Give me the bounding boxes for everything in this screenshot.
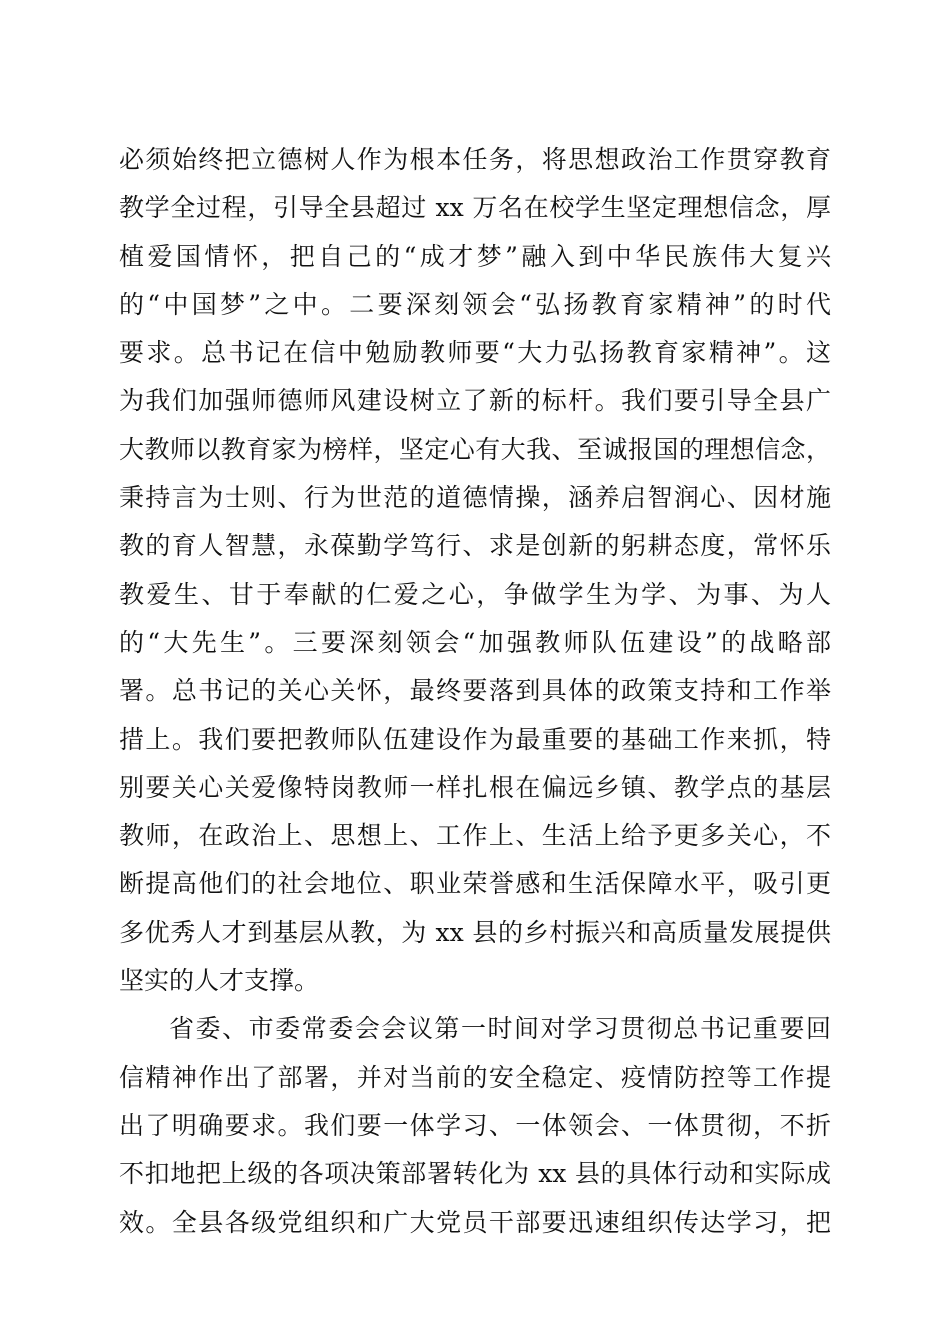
text-line: 教学全过程，引导全县超过 xx 万名在校学生坚定理想信念，厚 <box>119 193 831 223</box>
text-line: 教的育人智慧，永葆勤学笃行、求是创新的躬耕态度，常怀乐 <box>119 531 831 561</box>
text-line: 署。总书记的关心关怀，最终要落到具体的政策支持和工作举 <box>119 676 831 706</box>
text-line: 别要关心关爱像特岗教师一样扎根在偏远乡镇、教学点的基层 <box>119 772 831 802</box>
text-line: 不扣地把上级的各项决策部署转化为 xx 县的具体行动和实际成 <box>119 1159 831 1189</box>
text-line: 出了明确要求。我们要一体学习、一体领会、一体贯彻，不折 <box>119 1110 831 1140</box>
text-line: 信精神作出了部署，并对当前的安全稳定、疫情防控等工作提 <box>119 1062 831 1092</box>
paragraph-1 <box>119 136 831 1005</box>
text-line: 要求。总书记在信中勉励教师要“大力弘扬教育家精神”。这 <box>119 338 831 368</box>
text-line: 的“大先生”。三要深刻领会“加强教师队伍建设”的战略部 <box>119 627 831 657</box>
text-line: 大教师以教育家为榜样，坚定心有大我、至诚报国的理想信念， <box>119 434 831 464</box>
text-line: 措上。我们要把教师队伍建设作为最重要的基础工作来抓，特 <box>119 724 831 754</box>
text-line: 秉持言为士则、行为世范的道德情操，涵养启智润心、因材施 <box>119 483 831 513</box>
text-line: 教师，在政治上、思想上、工作上、生活上给予更多关心，不 <box>119 821 831 851</box>
paragraph-2 <box>119 1005 831 1246</box>
text-line: 断提高他们的社会地位、职业荣誉感和生活保障水平，吸引更 <box>119 869 831 899</box>
text-line: 省委、市委常委会会议第一时间对学习贯彻总书记重要回 <box>169 1014 831 1044</box>
text-line: 坚实的人才支撑。 <box>119 966 320 996</box>
text-line: 的“中国梦”之中。二要深刻领会“弘扬教育家精神”的时代 <box>119 289 831 319</box>
text-line: 必须始终把立德树人作为根本任务，将思想政治工作贯穿教育 <box>119 145 831 174</box>
text-line: 效。全县各级党组织和广大党员干部要迅速组织传达学习，把 <box>119 1207 831 1237</box>
text-line: 为我们加强师德师风建设树立了新的标杆。我们要引导全县广 <box>119 386 831 416</box>
text-line: 植爱国情怀，把自己的“成才梦”融入到中华民族伟大复兴 <box>119 241 831 271</box>
text-line: 教爱生、甘于奉献的仁爱之心，争做学生为学、为事、为人 <box>119 579 831 609</box>
text-line: 多优秀人才到基层从教，为 xx 县的乡村振兴和高质量发展提供 <box>119 917 831 947</box>
document-body <box>119 136 831 1247</box>
